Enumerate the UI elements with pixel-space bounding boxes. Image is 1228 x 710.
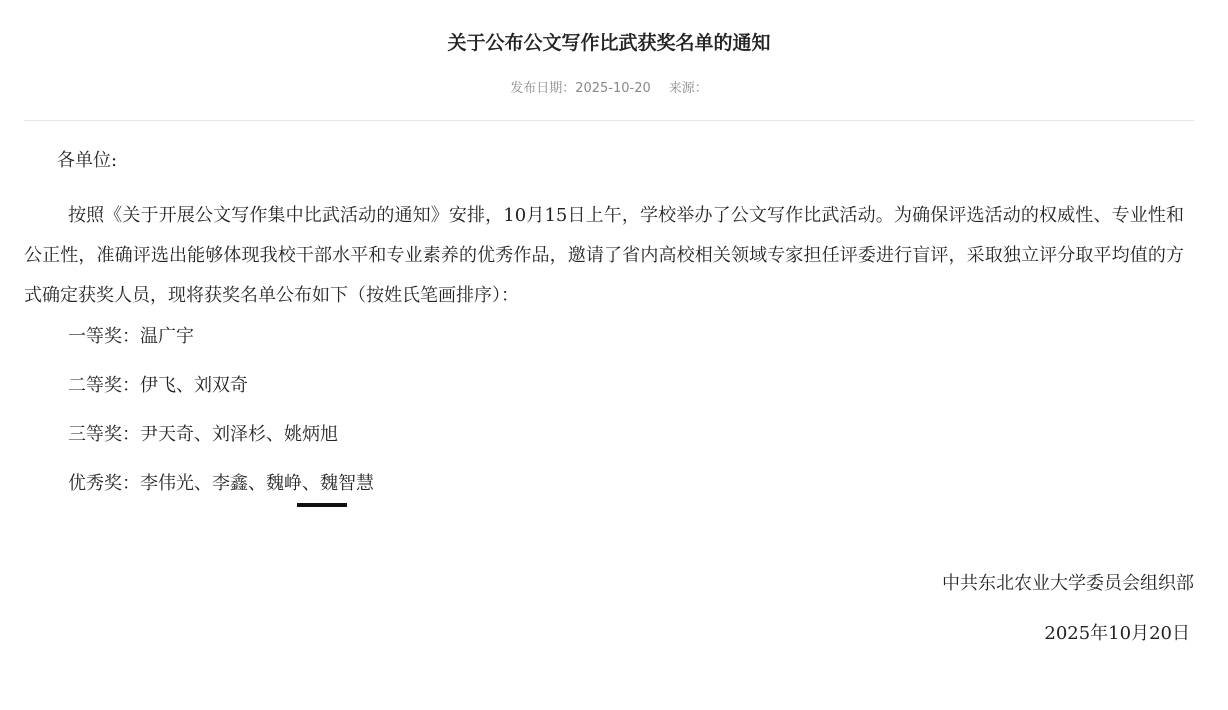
handdrawn-underline (297, 503, 347, 507)
source-label: 来源： (668, 81, 708, 96)
award-line-third (68, 423, 338, 447)
award-label: 一等奖： (68, 326, 140, 347)
award-line-excellence (68, 472, 374, 496)
award-line-first (68, 325, 194, 349)
signing-organization: 中共东北农业大学委员会组织部 (942, 573, 1194, 594)
salutation: 各单位: (57, 150, 118, 171)
award-line-second (68, 374, 248, 398)
publish-meta (0, 77, 1218, 96)
award-names: 伊飞、刘双奇 (140, 375, 248, 396)
award-names: 温广宇 (140, 326, 194, 347)
publish-date: 发布日期：2025-10-20 (510, 81, 651, 96)
header-divider (24, 120, 1194, 121)
award-label: 三等奖： (68, 424, 140, 445)
body-paragraph: 按照《关于开展公文写作集中比武活动的通知》安排，10月15日上午，学校举办了公文写作比武活动。为确保评选活动的权威性、专业性和公正性，准确评选出能够体现我校干部水平和专业素养的优秀作品，邀请了省内高校相关领域专家担任评委进行盲评，采取独立评分取平均值的方式确定获奖人员，现将获奖名单公布如下（按姓氏笔画排序）： (24, 205, 1184, 306)
page-title: 关于公布公文写作比武获奖名单的通知 (447, 32, 771, 54)
award-label: 优秀奖： (68, 473, 140, 494)
award-names: 尹天奇、刘泽杉、姚炳旭 (140, 424, 338, 445)
award-label: 二等奖： (68, 375, 140, 396)
signing-date: 2025年10月20日 (1044, 623, 1190, 644)
award-names: 李伟光、李鑫、魏峥、魏智慧 (140, 473, 374, 494)
